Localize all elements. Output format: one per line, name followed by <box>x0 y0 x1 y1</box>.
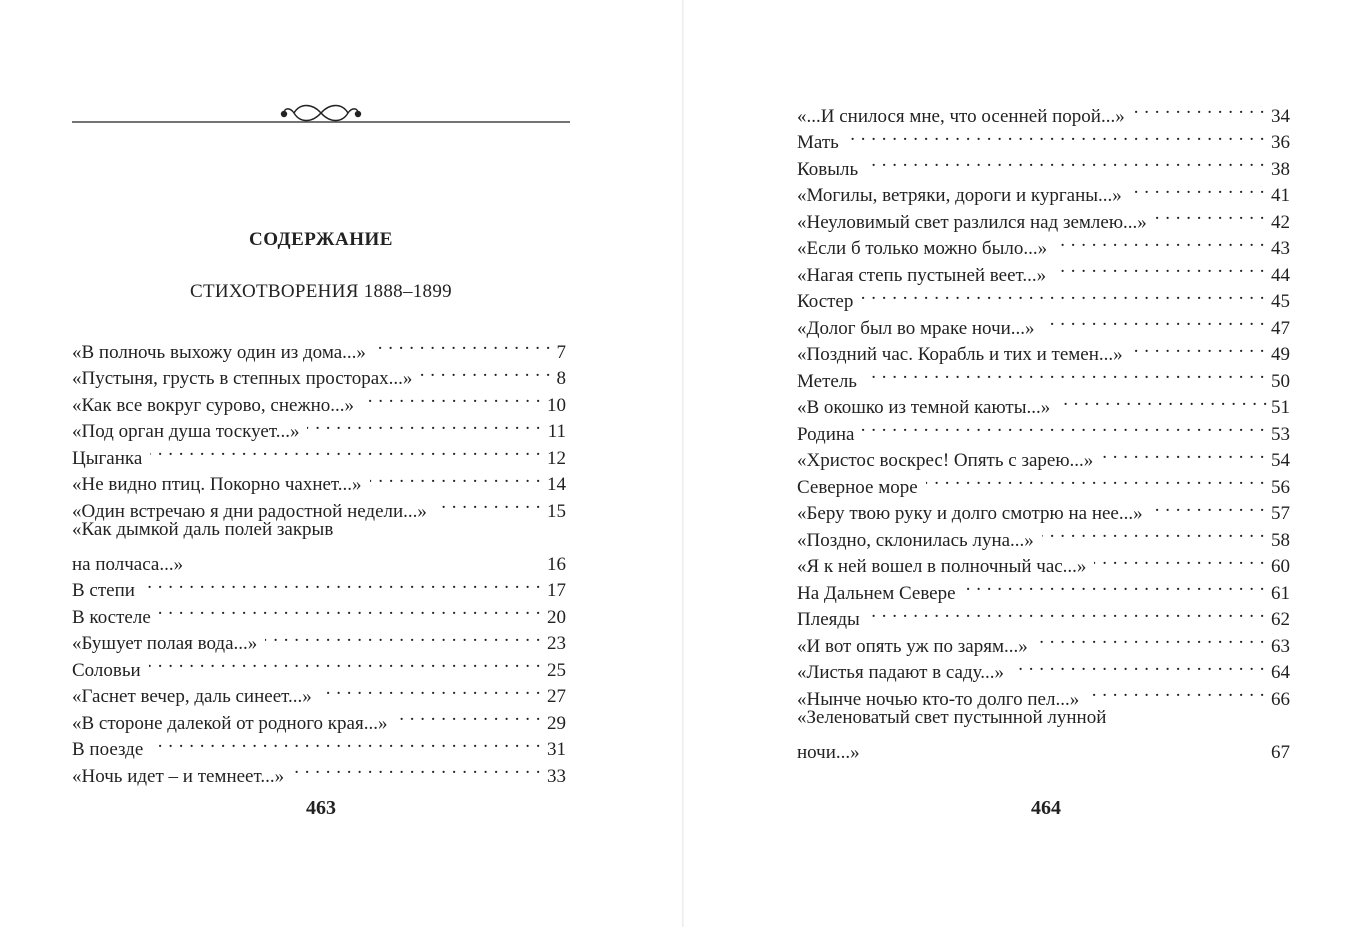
toc-entry-title: «В полночь выхожу один из дома...» <box>72 341 366 363</box>
dot-leader <box>1087 678 1265 705</box>
toc-entry[interactable] <box>797 387 1290 418</box>
dot-leader <box>866 148 1265 175</box>
page-number: 464 <box>1031 797 1061 819</box>
dot-leader <box>307 411 541 438</box>
toc-entry-page: 29 <box>547 712 566 734</box>
section-title: СТИХОТВОРЕНИЯ 1888–1899 <box>190 281 452 302</box>
toc-entry-page: 8 <box>556 368 566 389</box>
dot-leader <box>191 543 541 570</box>
dot-leader <box>926 466 1265 493</box>
toc-entry[interactable] <box>72 755 566 787</box>
toc-entry-title: «Поздний час. Корабль и тих и темен...» <box>797 344 1123 365</box>
toc-entry-page: 64 <box>1271 662 1290 683</box>
toc-entry[interactable] <box>797 175 1290 206</box>
toc-entry[interactable] <box>797 95 1290 127</box>
toc-entry[interactable] <box>72 517 566 575</box>
toc-entry-title: «Под орган душа тоскует...» <box>72 421 300 442</box>
toc-entry-title: «И вот опять уж по зарям...» <box>797 635 1028 657</box>
dot-leader <box>862 413 1265 440</box>
dot-leader <box>1151 493 1265 520</box>
toc-entry-page: 44 <box>1271 264 1290 286</box>
toc-entry-page: 7 <box>556 341 566 363</box>
toc-entry-title: «Зеленоватый свет пустынной лунной <box>797 706 1107 728</box>
toc-entry-title: «Поздно, склонилась луна...» <box>797 529 1034 551</box>
contents-heading: СОДЕРЖАНИЕ <box>249 229 393 250</box>
toc-entry-title: Родина <box>797 423 855 445</box>
dot-leader <box>861 281 1265 308</box>
toc-entry-title: «Христос воскрес! Опять с зарею...» <box>797 450 1094 471</box>
dot-leader <box>292 755 541 782</box>
toc-entry-page: 33 <box>547 765 566 787</box>
toc-entry-page: 42 <box>1271 211 1290 233</box>
toc-entry-title: «В стороне далекой от родного края...» <box>72 712 388 734</box>
toc-entry-title: Плеяды <box>797 609 860 630</box>
toc-entry[interactable] <box>72 676 566 707</box>
toc-entry-page: 12 <box>547 447 566 469</box>
toc-entry-title: «Бушует полая вода...» <box>72 633 258 654</box>
toc-entry-page: 38 <box>1271 158 1290 180</box>
dot-leader <box>1058 387 1268 414</box>
toc-entry-page: 23 <box>547 633 566 654</box>
toc-entry-title: Северное море <box>797 476 918 498</box>
toc-entry-title: В степи <box>72 580 135 601</box>
dot-leader <box>1036 625 1265 652</box>
toc-entry-title: «Долог был во мраке ночи...» <box>797 317 1035 339</box>
toc-entry-title: «Могилы, ветряки, дороги и курганы...» <box>797 185 1122 206</box>
toc-entry-page: 10 <box>547 394 566 416</box>
toc-list-right <box>797 95 1290 763</box>
toc-entry-title: «Как все вокруг сурово, снежно...» <box>72 394 355 416</box>
toc-entry-page: 47 <box>1271 317 1290 339</box>
toc-entry[interactable] <box>797 148 1290 180</box>
toc-entry-page: 25 <box>547 659 566 681</box>
dot-leader <box>265 623 541 650</box>
dot-leader <box>149 649 541 676</box>
toc-entry-title: «...И снилося мне, что осенней порой...» <box>797 105 1125 127</box>
toc-entry[interactable] <box>797 625 1290 657</box>
toc-entry-page: 58 <box>1271 529 1290 551</box>
toc-entry-page: 66 <box>1271 688 1290 710</box>
toc-entry-page: 57 <box>1271 503 1290 524</box>
toc-entry-page: 43 <box>1271 238 1290 259</box>
toc-entry-page: 41 <box>1271 185 1290 206</box>
toc-entry[interactable] <box>797 307 1290 339</box>
toc-entry-page: 16 <box>547 553 566 575</box>
toc-entry-title: Метель <box>797 370 857 392</box>
toc-entry-page: 50 <box>1271 370 1290 392</box>
toc-entry-title: «Пустыня, грусть в степных просторах...» <box>72 368 413 389</box>
dot-leader <box>964 572 1265 599</box>
toc-entry[interactable] <box>797 413 1290 445</box>
toc-entry[interactable] <box>797 281 1290 312</box>
dot-leader <box>143 570 541 597</box>
toc-entry-page: 15 <box>547 500 566 522</box>
toc-entry-page: 49 <box>1271 344 1290 365</box>
toc-entry-title: Мать <box>797 132 839 153</box>
toc-entry-title: «Один встречаю я дни радостной недели...» <box>72 500 427 522</box>
toc-entry-page: 56 <box>1271 476 1290 498</box>
toc-entry-page: 54 <box>1271 450 1290 471</box>
dot-leader <box>362 384 541 411</box>
dot-leader <box>1130 175 1265 202</box>
toc-entry[interactable] <box>797 122 1290 153</box>
toc-entry-page: 31 <box>547 739 566 760</box>
toc-entry-page: 62 <box>1271 609 1290 630</box>
toc-entry[interactable] <box>797 599 1290 630</box>
dot-leader <box>159 596 541 623</box>
dot-leader <box>374 331 551 358</box>
toc-entry-title: «Гаснет вечер, даль синеет...» <box>72 686 312 707</box>
toc-entry-title: «Не видно птиц. Покорно чахнет...» <box>72 474 362 495</box>
toc-entry-title: «Неуловимый свет разлился над землею...» <box>797 211 1147 233</box>
toc-entry-title: В костеле <box>72 606 151 628</box>
right-page <box>684 0 1366 927</box>
dot-leader <box>868 599 1265 626</box>
dot-leader <box>1094 546 1265 573</box>
toc-entry[interactable] <box>797 705 1290 763</box>
toc-entry[interactable] <box>72 596 566 628</box>
toc-entry-title: «Если б только можно было...» <box>797 238 1048 259</box>
toc-entry-page: 63 <box>1271 635 1290 657</box>
toc-entry-title: Ковыль <box>797 158 859 180</box>
dot-leader <box>370 464 541 491</box>
toc-entry-page: 20 <box>547 606 566 628</box>
dot-leader <box>150 437 541 464</box>
dot-leader <box>1054 254 1265 281</box>
toc-entry[interactable] <box>72 464 566 495</box>
toc-entry-title: «Как дымкой даль полей закрыв <box>72 518 334 540</box>
toc-entry-page: 61 <box>1271 582 1290 604</box>
dot-leader <box>1155 201 1265 228</box>
toc-entry-page: 14 <box>547 474 566 495</box>
toc-entry-page: 11 <box>547 421 566 442</box>
toc-entry-page: 17 <box>547 580 566 601</box>
toc-entry-title: «Ночь идет – и темнеет...» <box>72 765 285 787</box>
toc-entry-title: «В окошко из темной каюты...» <box>797 397 1051 418</box>
toc-entry-title: Костер <box>797 291 854 312</box>
dot-leader <box>1131 334 1265 361</box>
toc-entry[interactable] <box>72 331 566 363</box>
toc-entry-title: «Нынче ночью кто-то долго пел...» <box>797 688 1080 710</box>
dot-leader <box>435 490 541 517</box>
toc-entry-page: 67 <box>1271 741 1290 763</box>
dot-leader <box>320 676 541 703</box>
toc-entry-title: «Нагая степь пустыней веет...» <box>797 264 1047 286</box>
dot-leader <box>868 731 1265 758</box>
toc-entry-title: На Дальнем Севере <box>797 582 956 604</box>
dot-leader <box>395 702 541 729</box>
toc-entry-page: 45 <box>1271 291 1290 312</box>
dot-leader <box>1043 307 1265 334</box>
dot-leader <box>420 358 551 385</box>
toc-entry-page: 27 <box>547 686 566 707</box>
toc-entry-title: Цыганка <box>72 447 143 469</box>
dot-leader <box>1012 652 1265 679</box>
toc-entry-title: Соловьи <box>72 659 141 681</box>
toc-entry-title: «Я к ней вошел в полночный час...» <box>797 556 1087 577</box>
dot-leader <box>1133 95 1265 122</box>
toc-entry[interactable] <box>797 360 1290 392</box>
ornament-divider-icon <box>72 100 570 126</box>
dot-leader <box>1101 440 1265 467</box>
dot-leader <box>151 729 541 756</box>
toc-entry[interactable] <box>797 440 1290 471</box>
toc-entry-title: «Беру твою руку и долго смотрю на нее...» <box>797 503 1143 524</box>
toc-list-left <box>72 331 566 787</box>
toc-entry-page: 60 <box>1271 556 1290 577</box>
dot-leader <box>1042 519 1265 546</box>
toc-entry-page: 53 <box>1271 423 1290 445</box>
dot-leader <box>847 122 1265 149</box>
toc-entry[interactable] <box>72 570 566 601</box>
toc-entry-title: «Листья падают в саду...» <box>797 662 1004 683</box>
dot-leader <box>1055 228 1265 255</box>
toc-entry-title-continued: на полчаса...» <box>72 553 184 575</box>
toc-entry-page: 51 <box>1271 397 1290 418</box>
left-page <box>0 0 682 927</box>
toc-entry-page: 34 <box>1271 105 1290 127</box>
toc-entry-title-continued: ночи...» <box>797 741 860 763</box>
toc-entry-title: В поезде <box>72 739 144 760</box>
toc-entry-page: 36 <box>1271 132 1290 153</box>
page-number: 463 <box>306 797 336 819</box>
dot-leader <box>865 360 1265 387</box>
